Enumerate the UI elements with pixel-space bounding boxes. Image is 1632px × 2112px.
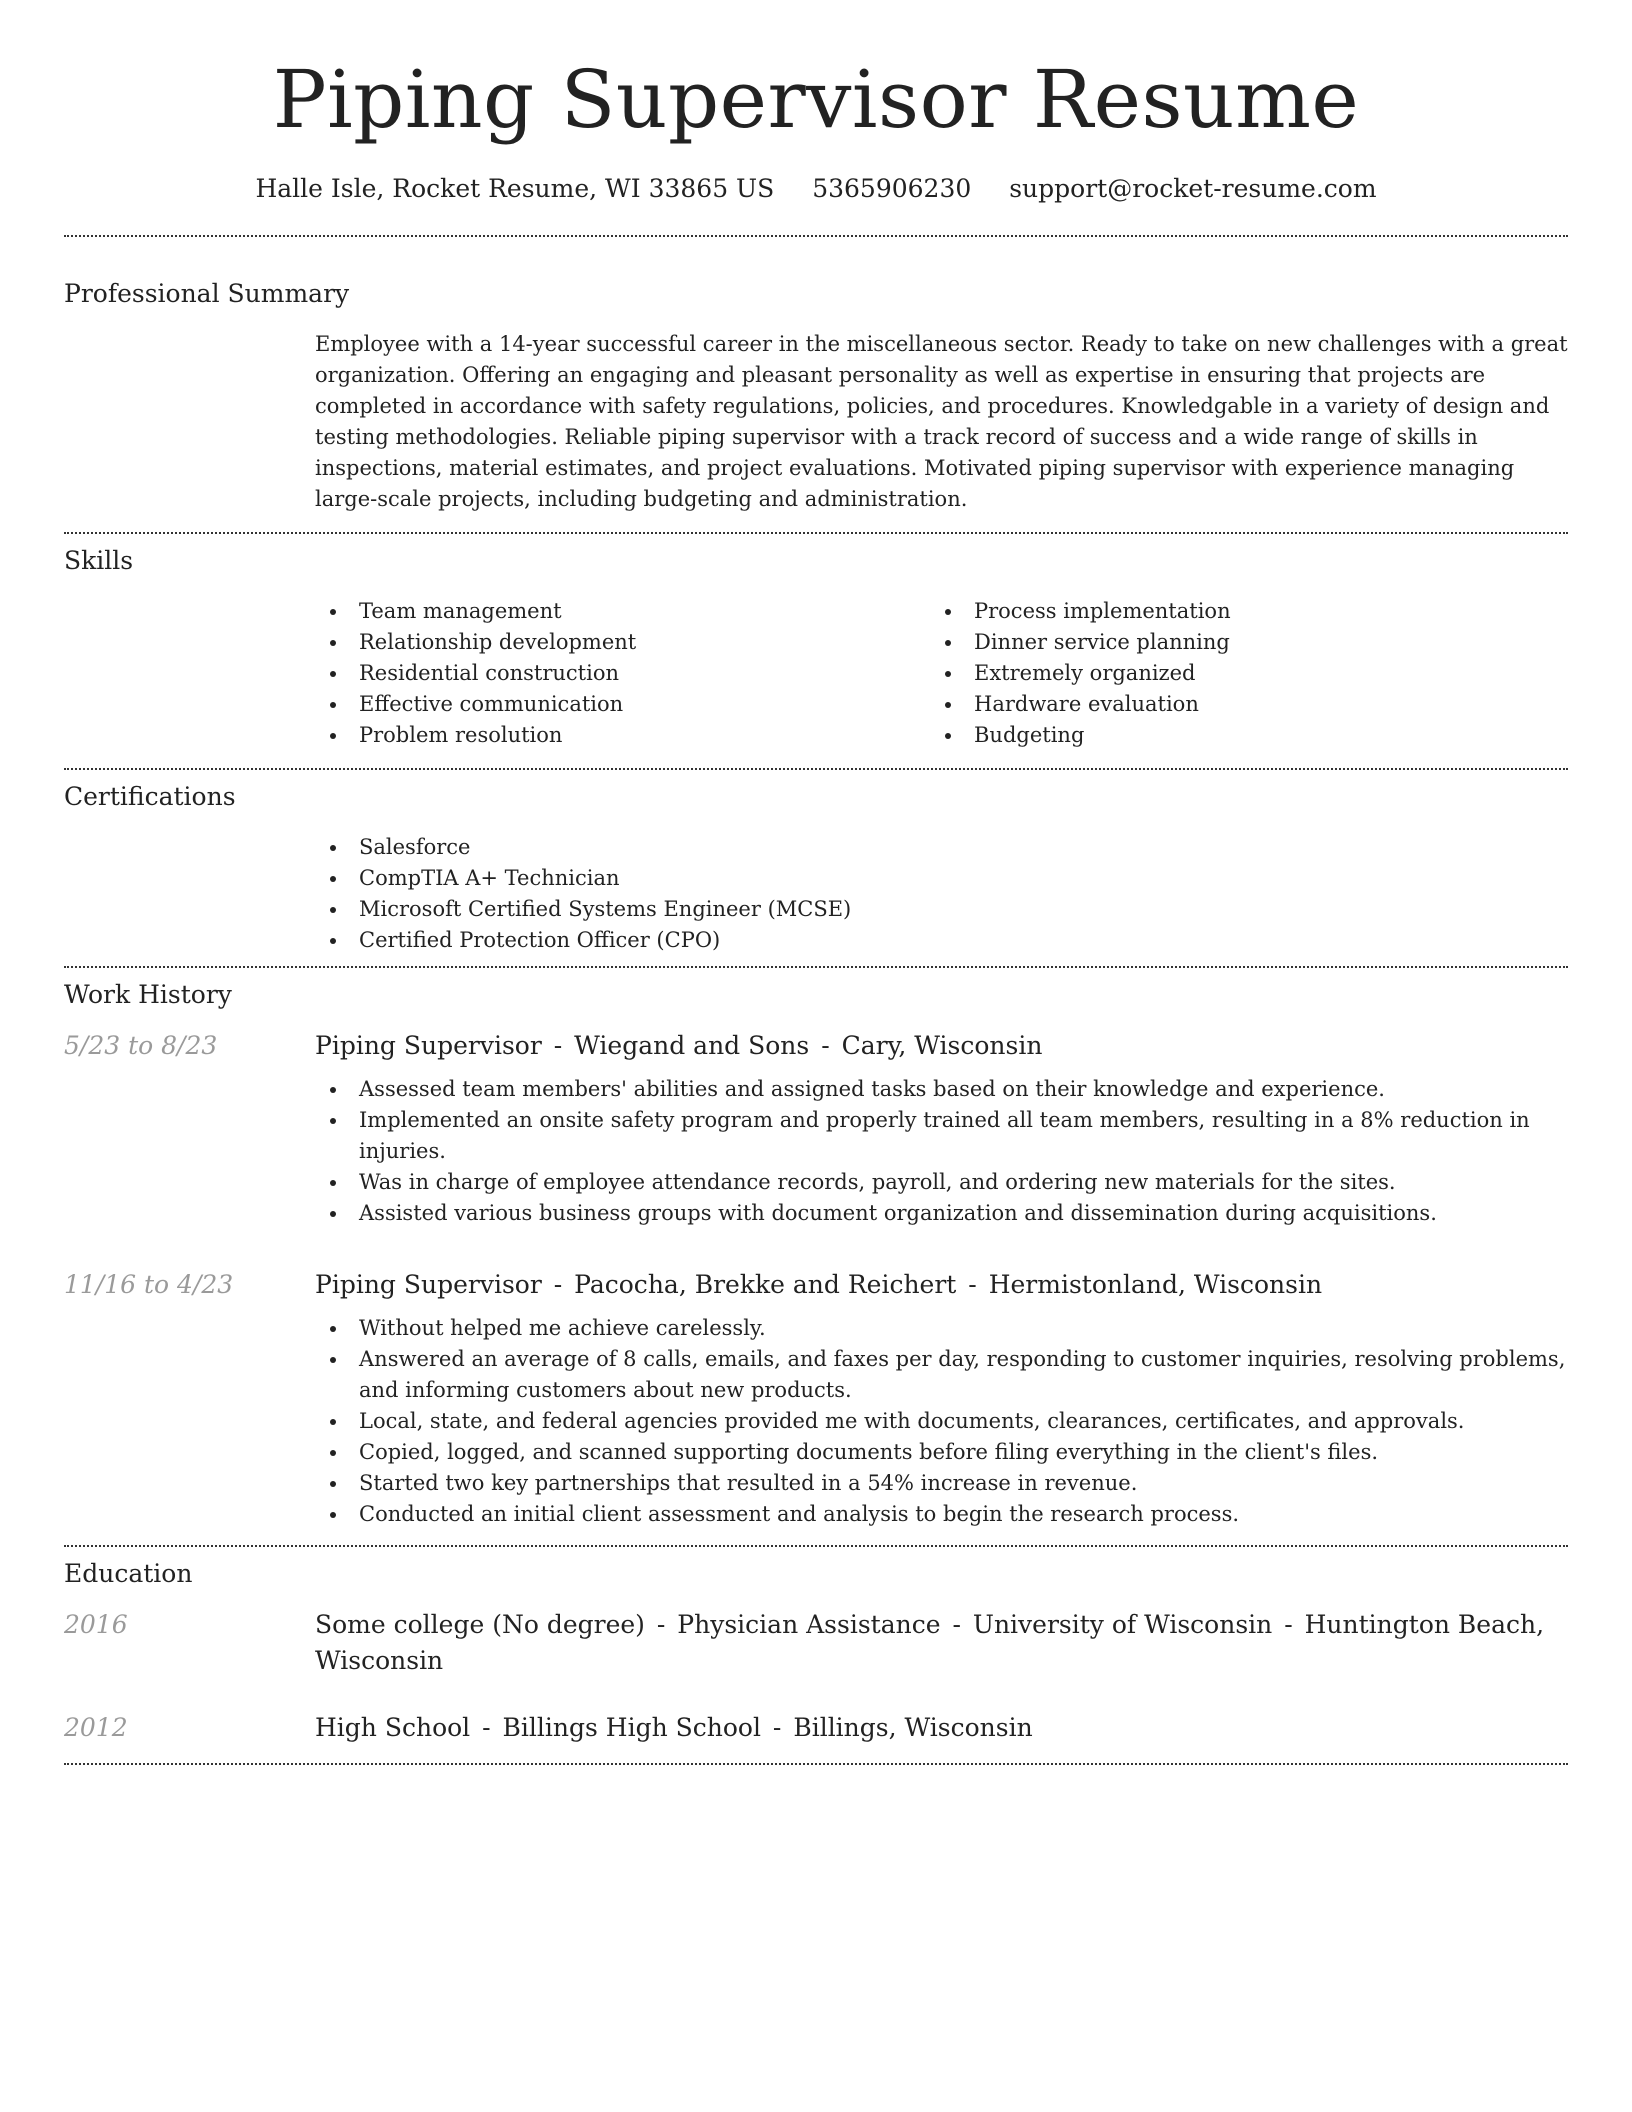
education-entry [64, 1607, 1568, 1679]
section-title-skills: Skills [64, 546, 134, 575]
skills-list-left [315, 596, 930, 751]
education-school: Billings High School [502, 1713, 761, 1742]
job-company: Pacocha, Brekke and Reichert [574, 1270, 957, 1299]
job-role: Piping Supervisor [315, 1270, 542, 1299]
job-bullet: Assisted various business groups with document organization and dissemination during acquisitions. [315, 1198, 1568, 1229]
job-bullet: Without helped me achieve carelessly. [315, 1313, 1568, 1344]
section-certifications [64, 770, 1568, 956]
education-heading [315, 1710, 1568, 1746]
education-heading [315, 1607, 1568, 1679]
job-bullet: Local, state, and federal agencies provided me with documents, clearances, certificates, and approvals. [315, 1406, 1568, 1437]
skill-item: Hardware evaluation [930, 689, 1545, 720]
education-degree: Some college (No degree) [315, 1610, 645, 1639]
job-bullet: Implemented an onsite safety program and properly trained all team members, resulting in a 8% reduction in injuries. [315, 1105, 1568, 1167]
education-school: University of Wisconsin [972, 1610, 1273, 1639]
summary-text: Employee with a 14-year successful career in the miscellaneous sector. Ready to take on new challenges with a great organization. Offering an engaging and pleasant personality as well as expertise in ensuring that projects are completed in accordance with safety regulations, policies, and procedures. Knowledgable in a variety of design and testing methodologies. Reliable piping supervisor with a track record of success and a wide range of skills in inspections, material estimates, and project evaluations. Motivated piping supervisor with experience managing large-scale projects, including budgeting and administration. [315, 332, 1568, 511]
section-work-history [64, 968, 1568, 1530]
heading-separator: - [821, 1031, 830, 1060]
section-title-summary: Professional Summary [64, 279, 350, 308]
job-bullets [315, 1313, 1568, 1530]
heading-separator: - [968, 1270, 977, 1299]
skills-columns [315, 596, 1568, 751]
section-title-certifications: Certifications [64, 782, 236, 811]
job-heading [315, 1267, 1568, 1303]
contact-phone: 5365906230 [812, 174, 972, 203]
job-bullets [315, 1074, 1568, 1229]
job-role: Piping Supervisor [315, 1031, 542, 1060]
certification-item: Microsoft Certified Systems Engineer (MCSE) [315, 894, 1568, 925]
job-dates: 11/16 to 4/23 [64, 1270, 234, 1299]
education-entry [64, 1710, 1568, 1746]
job-dates: 5/23 to 8/23 [64, 1031, 218, 1060]
job-location: Hermistonland, Wisconsin [988, 1270, 1323, 1299]
heading-separator: - [656, 1610, 666, 1639]
certification-item: CompTIA A+ Technician [315, 863, 1568, 894]
heading-separator: - [1284, 1610, 1293, 1639]
heading-separator: - [553, 1270, 563, 1299]
skill-item: Dinner service planning [930, 627, 1545, 658]
job-bullet: Was in charge of employee attendance records, payroll, and ordering new materials for the sites. [315, 1167, 1568, 1198]
section-skills [64, 534, 1568, 751]
resume-header [64, 0, 1568, 206]
heading-separator: - [772, 1713, 782, 1742]
section-professional-summary [64, 237, 1568, 515]
job-bullet: Conducted an initial client assessment and analysis to begin the research process. [315, 1499, 1568, 1530]
job-bullet: Started two key partnerships that resulted in a 54% increase in revenue. [315, 1468, 1568, 1499]
contact-address: Halle Isle, Rocket Resume, WI 33865 US [255, 174, 775, 203]
section-title-education: Education [64, 1559, 193, 1588]
job-entry [64, 1267, 1568, 1530]
job-bullet: Assessed team members' abilities and assigned tasks based on their knowledge and experience. [315, 1074, 1568, 1105]
contact-line [64, 172, 1568, 206]
skill-item: Process implementation [930, 596, 1545, 627]
education-location: Huntington Beach, Wisconsin [315, 1610, 1545, 1675]
heading-separator: - [482, 1713, 491, 1742]
skill-item: Budgeting [930, 720, 1545, 751]
certifications-list [315, 832, 1568, 956]
job-bullet: Answered an average of 8 calls, emails, and faxes per day, responding to customer inquiries, resolving problems, and informing customers about new products. [315, 1344, 1568, 1406]
contact-email: support@rocket-resume.com [1009, 174, 1377, 203]
education-year: 2016 [64, 1610, 128, 1639]
job-entry [64, 1028, 1568, 1229]
job-heading [315, 1028, 1568, 1064]
skill-item: Problem resolution [315, 720, 930, 751]
section-title-work: Work History [64, 980, 232, 1009]
education-location: Billings, Wisconsin [793, 1713, 1033, 1742]
skill-item: Team management [315, 596, 930, 627]
job-bullet: Copied, logged, and scanned supporting documents before filing everything in the client's files. [315, 1437, 1568, 1468]
job-company: Wiegand and Sons [574, 1031, 810, 1060]
section-divider [64, 1763, 1568, 1765]
skill-item: Relationship development [315, 627, 930, 658]
skill-item: Residential construction [315, 658, 930, 689]
skill-item: Extremely organized [930, 658, 1545, 689]
education-year: 2012 [64, 1713, 128, 1742]
heading-separator: - [952, 1610, 961, 1639]
certification-item: Certified Protection Officer (CPO) [315, 925, 1568, 956]
certification-item: Salesforce [315, 832, 1568, 863]
education-field: Physician Assistance [677, 1610, 941, 1639]
section-education [64, 1547, 1568, 1746]
skill-item: Effective communication [315, 689, 930, 720]
education-degree: High School [315, 1713, 471, 1742]
resume-title: Piping Supervisor Resume [272, 53, 1360, 146]
skills-list-right [930, 596, 1545, 751]
heading-separator: - [553, 1031, 563, 1060]
job-location: Cary, Wisconsin [841, 1031, 1043, 1060]
